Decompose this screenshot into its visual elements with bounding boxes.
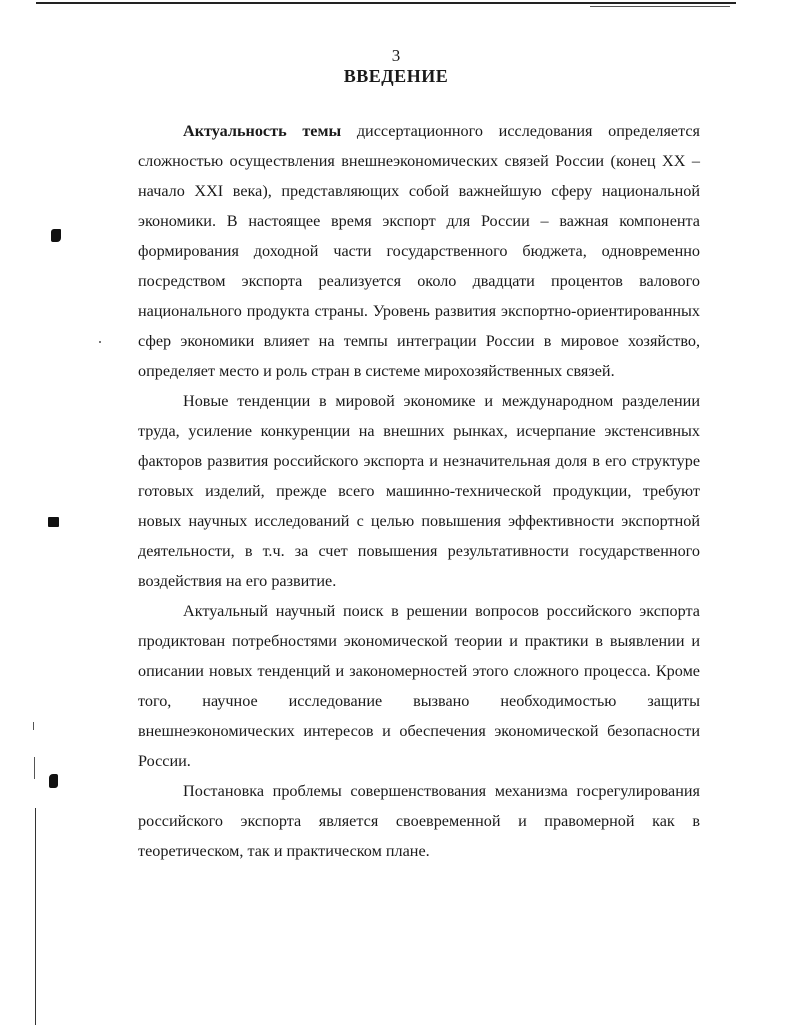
margin-tick — [34, 757, 35, 779]
binding-hole-mark-middle — [48, 517, 59, 527]
margin-tick — [33, 722, 34, 730]
page-title: ВВЕДЕНИЕ — [343, 66, 449, 86]
paragraph-text: диссертационного исследования определяется сложностью осуществления внешнеэкономических связей России (конец XX – начало XXI века), представляющих собой важнейшую сферу национальной экономики. В настоящее время экспорт для России – важная компонента формирования доходной части государственного бюджета, одновременно посредством экспорта реализуется около двадцати процентов валового национального продукта страны. Уровень развития экспортно-ориентированных сфер экономики влияет на темпы интеграции России в мировое хозяйство, определяет место и роль стран в системе мирохозяйственных связей. — [138, 122, 700, 380]
document-body — [138, 116, 700, 866]
binding-hole-mark-bottom — [49, 774, 58, 788]
paragraph-problem: Постановка проблемы совершенствования механизма госрегулирования российского экспорта является своевременной и правомерной как в теоретическом, так и практическом плане. — [138, 782, 700, 860]
top-rule-secondary — [590, 6, 730, 7]
paragraph-relevance — [138, 116, 700, 386]
scan-speck — [99, 341, 101, 343]
binding-hole-mark-top — [51, 229, 61, 242]
top-rule — [36, 2, 736, 4]
paragraph-research: Актуальный научный поиск в решении вопросов российского экспорта продиктован потребностями экономической теории и практики в выявлении и описании новых тенденций и закономерностей этого сложного процесса. Кроме того, научное исследование вызвано необходимостью защиты внешнеэкономических интересов и обеспечения экономической безопасности России. — [138, 602, 700, 770]
page-number: 3 — [391, 46, 401, 65]
margin-scan-line — [35, 808, 36, 1025]
paragraph-lead: Актуальность темы — [183, 122, 342, 140]
paragraph-trends: Новые тенденции в мировой экономике и международном разделении труда, усиление конкуренции на внешних рынках, исчерпание экстенсивных факторов развития российского экспорта и незначительная доля в его структуре готовых изделий, прежде всего машинно-технической продукции, требуют новых научных исследований с целью повышения эффективности экспортной деятельности, в т.ч. за счет повышения результативности государственного воздействия на его развитие. — [138, 392, 700, 590]
